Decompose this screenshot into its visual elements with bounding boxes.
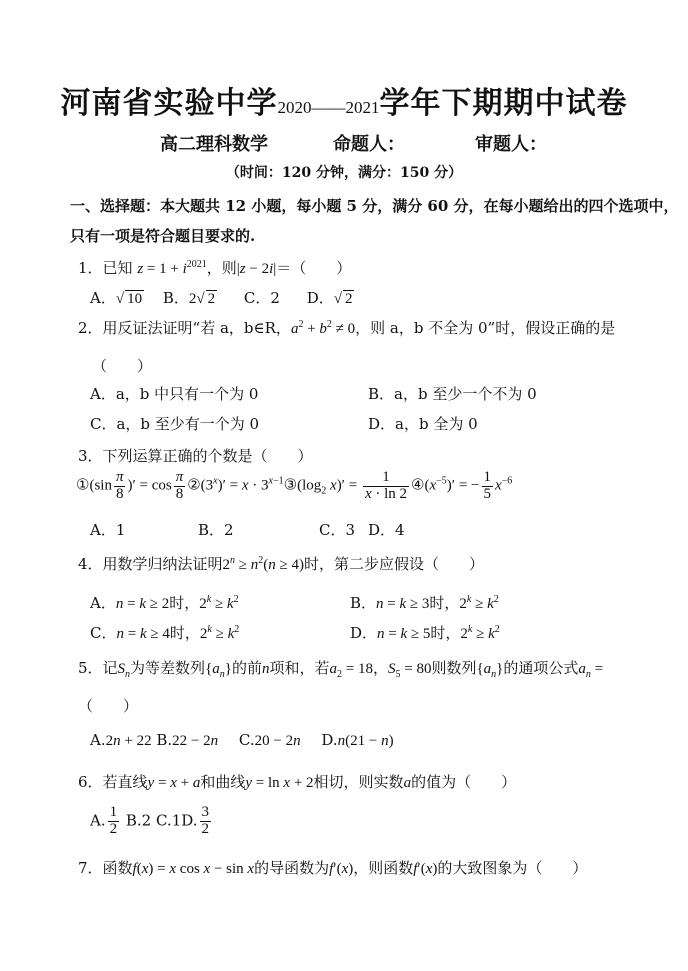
section-instructions-line2: 只有一项是符合题目要求的. <box>70 227 256 245</box>
question-6: 6．若直线y = x + a和曲线y = ln x + 2相切，则实数a的值为（ ） <box>78 773 517 791</box>
q3-option-c: C．3 <box>319 521 356 539</box>
section-instructions-line1: 一、选择题：本大题共 12 小题，每小题 5 分，满分 60 分，在每小题给出的四个选项中， <box>70 197 679 215</box>
q4-option-b: B．n = k ≥ 3时，$2^k \ge k^2$ <box>350 594 499 612</box>
q4-option-c: C．n = k ≥ 4时，$2^k \ge k^2$ <box>90 624 240 642</box>
q2-paren: （ ） <box>92 357 153 375</box>
q2-option-c: C．a，b 至少有一个为 0 <box>90 415 260 433</box>
time-note: （时间：120 分钟，满分：150 分） <box>225 165 463 181</box>
q1-options: A．√ 10 B．2√ 2 C．2 D．√ 2 <box>90 289 353 307</box>
q5-options: A.2n + 22 B.22 − 2n C.20 − 2n D.n(21 − n) <box>90 731 394 749</box>
exam-title: 河南省实验中学2020——2021学年下期期中试卷 <box>60 86 628 121</box>
question-5: 5．记$S_n$为等差数列$\{a_n\}$的前n项和，若$a_2 = 18$，$S_5 = 80$则数列$\{a_n\}$的通项公式$a_n$ = <box>78 659 604 680</box>
question-3: 3．下列运算正确的个数是（ ） <box>78 447 313 465</box>
question-7: 7．函数f(x) = x cos x − sin x的导函数为f′(x)，则函数f′(x)的大致图象为（ ） <box>78 859 588 877</box>
q3-option-a: A．1 <box>90 521 126 539</box>
q3-option-d: D．4 <box>368 521 405 539</box>
reviewer-label: 审题人： <box>475 134 547 155</box>
q4-option-a: A．n = k ≥ 2时，$2^k \ge k^2$ <box>90 594 239 612</box>
author-label: 命题人： <box>333 134 405 155</box>
q6-options: A. $\frac{1}{2}$ B.2 C.1D. $\frac{3}{2}$ <box>90 804 210 837</box>
question-4: 4．用数学归纳法证明$2^n \ge n^2(n \ge 4)$时，第二步应假设（ ） <box>78 555 485 573</box>
q2-option-a: A．a，b 中只有一个为 0 <box>90 385 259 403</box>
question-2: 2．用反证法证明“若 a，b∈R，$a^2 + b^2 \ne 0$，则 a，b 不全为 0”时，假设正确的是 <box>78 319 616 337</box>
q3-option-b: B．2 <box>198 521 234 539</box>
subject-label: 高二理科数学 <box>160 134 268 155</box>
question-1: 1．已知 $z = 1 + i^{2021}$，则|z − 2i|＝（ ） <box>78 259 352 277</box>
q2-option-b: B．a，b 至少一个不为 0 <box>368 385 537 403</box>
q3-formulas: ①(sin $\frac{\pi}{8}$ )′ = cos $\frac{\pi}{8}$ $②(3^x)' = x$ · $3^{x-1}③(\log_2$ x)′ = $\frac{1}{x \cdot \ln 2}$ $④(x^{-5})'$ = − $\frac{1}{5}$ $x^{-6}$ <box>76 469 513 502</box>
q2-option-d: D．a，b 全为 0 <box>368 415 478 433</box>
q4-option-d: D．n = k ≥ 5时，$2^k \ge k^2$ <box>350 624 500 642</box>
q5-paren: （ ） <box>78 697 139 715</box>
